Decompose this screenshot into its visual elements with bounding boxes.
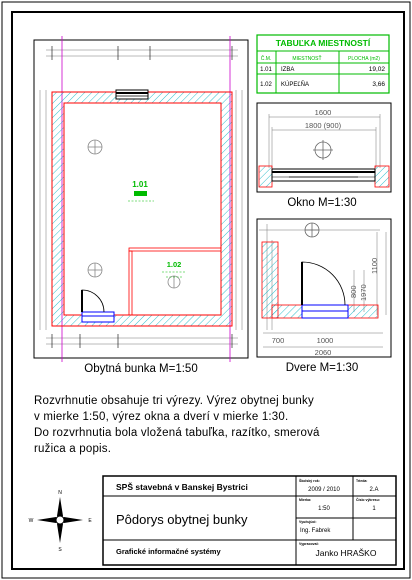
door-dim-bottom2: 2060	[314, 348, 332, 357]
school-year-label: Školský rok:	[299, 479, 320, 483]
school-name: SPŠ stavebná v Banskej Bystrici	[116, 482, 248, 492]
drawing-title: Pôdorys obytnej bunky	[116, 512, 248, 527]
room-table-row-name: KÚPEĽŇA	[281, 82, 310, 88]
sheet-number: 1	[372, 506, 376, 512]
school-year: 2009 / 2010	[308, 487, 340, 493]
compass-west: W	[28, 518, 34, 524]
room-table-row-no: 1.01	[260, 67, 272, 73]
room-table-title: TABUĽKA MIESTNOSTÍ	[275, 38, 371, 48]
window-detail-caption: Okno M=1:30	[287, 197, 357, 209]
author-label: Vypracoval:	[299, 542, 319, 546]
door-dim-frame: 800	[349, 285, 358, 298]
description-line: ružica a popis.	[34, 443, 112, 455]
room-table-header-room: MIESTNOSŤ	[292, 56, 322, 62]
room-table-row-no: 1.02	[260, 82, 272, 88]
compass-east: E	[88, 518, 92, 524]
subject-name: Grafické informačné systémy	[116, 547, 221, 556]
description-line: v mierke 1:50, výrez okna a dverí v mierke 1:30.	[34, 411, 289, 423]
room-table-row-area: 19,02	[368, 66, 385, 73]
compass-rose	[29, 490, 93, 553]
title-block	[103, 476, 396, 565]
teacher-label: Vyučujúci:	[299, 520, 317, 524]
sheet-number-label: Číslo výkresu:	[356, 498, 380, 502]
room-2-number: 1.02	[166, 260, 182, 269]
layout-description	[34, 393, 374, 457]
room-table-header-area: PLOCHA (m2)	[348, 56, 380, 62]
window-detail-view	[257, 103, 391, 209]
room-1-number: 1.01	[132, 180, 148, 189]
door-dim-left: 700	[271, 336, 285, 345]
teacher-name: Ing. Fabrek	[300, 528, 331, 534]
description-line: Rozvrhnutie obsahuje tri výrezy. Výrez obytnej bunky	[34, 395, 314, 407]
floor-plan-view	[34, 36, 248, 375]
room-1-marker	[134, 191, 147, 196]
class-label: Trieda:	[356, 479, 368, 483]
room-table-row-area: 3,66	[372, 81, 385, 88]
description-line: Do rozvrhnutia bola vložená tabuľka, razítko, smerová	[34, 427, 320, 439]
floor-plan-caption: Obytná bunka M=1:50	[84, 363, 198, 375]
window-dim-inner: 1800 (900)	[304, 121, 342, 130]
door-dim-leaf: 1970	[359, 284, 368, 301]
author-name: Janko HRAŠKO	[315, 548, 377, 558]
scale-value: 1:50	[318, 506, 330, 512]
compass-south: S	[58, 547, 62, 553]
door-dim-bottom1: 1000	[316, 336, 334, 345]
door-dim-side: 1100	[370, 257, 379, 274]
door-detail-view	[257, 219, 391, 374]
compass-north: N	[58, 490, 62, 496]
scale-label: Mierka:	[299, 498, 312, 502]
door-detail-caption: Dvere M=1:30	[285, 362, 359, 374]
room-table	[257, 35, 389, 93]
room-table-row-name: IZBA	[281, 67, 295, 73]
class-value: 2.A	[369, 487, 379, 493]
window-dim-outer: 1600	[314, 108, 332, 117]
room-table-header-no: Č.M.	[260, 56, 272, 62]
